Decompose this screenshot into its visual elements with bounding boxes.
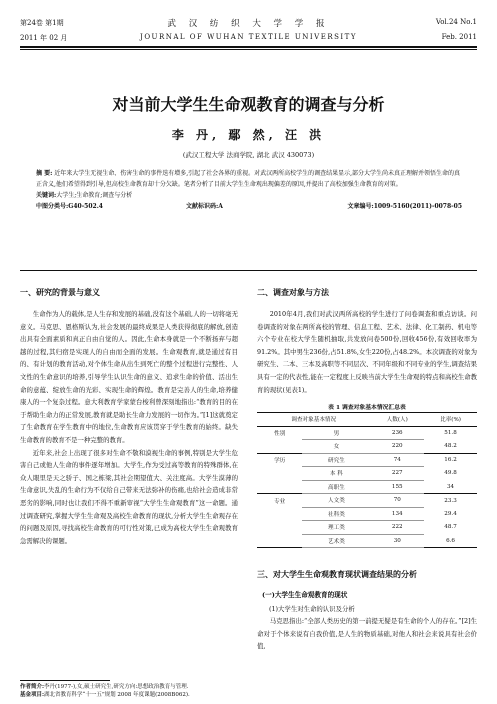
- classification-line: [36, 201, 462, 212]
- table-row: [257, 467, 477, 481]
- table-row: [257, 453, 477, 467]
- left-column: [20, 308, 238, 547]
- journal-name-en: JOURNAL OF WUHAN TEXTILE UNIVERSITY: [140, 33, 357, 41]
- date-zh: 2011 年 02 月: [20, 34, 68, 42]
- table-cell: 222: [370, 521, 424, 535]
- abstract-text: 近年来大学生无视生命、伤害生命的事件迭有增多,引起了社会各界的重视。对武汉两所高校学生的调查结果显示,部分大学生尚未真正理解并领悟生命的真正含义,他们希望得到引导,但高校生命教育却十分欠缺。笔者分析了目前大学生生命观出现偏差的原因,并提出了高校加强生命教育的对策。: [36, 170, 461, 188]
- table-cell: 29.4: [444, 510, 457, 517]
- article-number: 文章编号:1009-5160(2011)-0078-05: [347, 203, 462, 210]
- survey-table: [257, 412, 477, 548]
- table-cell: 性别: [274, 431, 286, 437]
- authors: 李 丹, 鄢 然, 汪 洪: [171, 128, 326, 142]
- table-row: [257, 534, 477, 548]
- table-cell: [257, 480, 302, 494]
- footnote-rule: [20, 680, 110, 681]
- table-cell: 236: [370, 426, 424, 440]
- s3-subsubheading: (1)大学生对生命的认识及分析: [269, 605, 355, 613]
- table-cell: 研究生: [302, 453, 370, 467]
- table-cell: 220: [370, 440, 424, 454]
- table-cell: 专业: [274, 498, 286, 505]
- table-cell: 51.8: [444, 430, 457, 436]
- table-cell: 48.2: [444, 443, 457, 449]
- s3-subheading: (一)大学生生命观教育的现状: [262, 591, 348, 599]
- clc: 中图分类号:G40-502.4: [36, 203, 103, 210]
- section-2-heading: 二、调查对象与方法: [257, 288, 329, 297]
- table-row: [257, 480, 477, 494]
- section-1-heading: 一、研究的背景与意义: [20, 288, 100, 297]
- keywords-label: 关键词:: [36, 192, 57, 199]
- table-header-row: [257, 413, 477, 427]
- table-cell: 艺术类: [302, 534, 370, 548]
- table-cell: [257, 507, 302, 521]
- keywords-text: 大学生;生命教育;调查与分析: [56, 192, 133, 199]
- footnote: [20, 683, 190, 699]
- table-cell: 74: [370, 453, 424, 467]
- table-cell: 高职生: [302, 480, 370, 494]
- abstract-rule: [20, 270, 477, 271]
- table-row: [257, 494, 477, 508]
- table-cell: 学历: [274, 458, 286, 464]
- fund-note: 基金项目:湖北省教育科学“十一五”规划 2008 年度课题(2008B062).: [20, 692, 190, 698]
- table-cell: 6.6: [446, 537, 455, 544]
- date-en: Feb. 2011: [441, 33, 477, 41]
- table-row: [257, 521, 477, 535]
- table-cell: 人文类: [302, 494, 370, 508]
- doc-code: 文献标识码:A: [186, 203, 223, 210]
- table-header-cell: 调查对象基本情况: [291, 417, 337, 424]
- table-header-cell: 人数(人): [386, 417, 408, 424]
- table-cell: 227: [370, 467, 424, 481]
- table-cell: [257, 440, 302, 454]
- section-3-heading: 三、对大学生生命观教育现状调查结果的分析: [257, 570, 417, 579]
- table-cell: 23.3: [444, 497, 457, 504]
- table-cell: 48.7: [444, 524, 457, 531]
- paper-title: 对当前大学生生命观教育的调查与分析: [112, 95, 385, 114]
- table-cell: [257, 521, 302, 535]
- abstract-block: [36, 168, 462, 212]
- table-cell: 49.8: [444, 470, 457, 477]
- s1-paragraph-2: 近年来,社会上出现了很多对生命不敬和漠视生命的事例,特别是大学生危害自己或他人生命的事件逐年增加。大学生,作为受过高等教育的特殊群体,在众人眼里是天之骄子、国之栋梁,其社会期望值大、关注度高。大学生漠薄的生命意识,失乱的生命行为不仅给自己带来无法弥补的伤痛,也给社会造成非常恶劣的影响,同时也让我们不得不重新审视“大学生生命观教育”这一命题。通过调查研究,掌握大学生生命观及高校生命教育的现状,分析大学生生命观存在的问题及原因,寻找高校生命教育的可行性对策,已成为高校大学生生命观教育急需解决的课题。: [20, 448, 238, 545]
- table-cell: 理工类: [302, 521, 370, 535]
- table-cell: [257, 534, 302, 548]
- keywords: [36, 190, 462, 201]
- abstract: [36, 168, 462, 190]
- volume-zh: 第24卷 第1期: [20, 19, 64, 27]
- table-cell: 16.2: [444, 457, 457, 463]
- abstract-label: 摘 要:: [36, 170, 53, 177]
- table-header-cell: 比率(%): [440, 417, 461, 424]
- table-cell: 155: [370, 480, 424, 494]
- table-cell: 男: [302, 426, 370, 440]
- table-cell: 社科类: [302, 507, 370, 521]
- table-cell: 70: [370, 494, 424, 508]
- table-cell: 34: [446, 483, 455, 490]
- table-cell: [257, 467, 302, 481]
- table-cell: 30: [370, 534, 424, 548]
- table-cell: 134: [370, 507, 424, 521]
- table-cell: 本 科: [302, 467, 370, 481]
- table-caption: 表 1 调查对象基本情况汇总表: [328, 405, 406, 411]
- s1-paragraph-1: 生命作为人的载体,是人生存和发展的基础,没有这个基础,人的一切将毫无意义。马克思、恩格斯认为,社会发展的最终成果是人类获得彻底的解放,创造出具有全面素质和真正自由自觉的人。因此,生命本身就是一个不断扬弃与超越的过程,其归宿是实现人的自由而全面的发展。生命观教育,就是通过有目的、有计划的教育活动,对个体生命从出生到死亡的整个过程进行完整性、人文性的生命意识的培养,引导学生认识生命的意义、追求生命的价值、活出生命的意蕴、绽放生命的光彩、实现生命的辉煌。教育是完善人的生命,培养健康人的一个复杂过程。意大利教育学家蒙台梭利曾深刻地指出:“教育的目的在于帮助生命力的正常发展,教育就是助长生命力发展的一切作为。”[1]这就奠定了生命教育在学生教育中的地位,生命教育应该贯穿于学生教育的始终。缺失生命教育的教育不是一种完整的教育。: [20, 310, 238, 444]
- affiliation: (武汉工程大学 法商学院, 湖北 武汉 430073): [182, 151, 315, 159]
- header-rule-thin: [20, 49, 477, 50]
- table-cell: 女: [302, 440, 370, 454]
- table-row: [257, 507, 477, 521]
- table-row: [257, 426, 477, 440]
- s2-paragraph: 2010年4月,我们对武汉两所高校的学生进行了问卷调查和重点访谈。问卷调查的对象在两所高校的管理、信息工程、艺术、法律、化工制药、机电等六个专业在校大学生随机抽取,共发放问卷500份,回收456份,有效回收率为91.2%。其中男生236份,占51.8%,女生220份,占48.2%。本次调查的对象为研究生、二本、三本及高职等不同层次、不同年级和不同专业的学生,调查结果具有一定的代表性,能在一定程度上反映当前大学生生命观的特点和高校生命教育的现状(见表1)。: [257, 310, 477, 394]
- header-rule: [20, 46, 477, 48]
- journal-name-zh: 武 汉 纺 织 大 学 学 报: [167, 19, 330, 29]
- author-note: 作者简介:李丹(1977-),女,硕士研究生,研究方向:思想政治教育与管理.: [20, 684, 189, 690]
- s3-paragraph: 马克思指出:“全部人类历史的第一前提无疑是有生命的个人的存在。”[2]生命对于个体来说有自我价值,是人生的物质基础,对他人和社会来说具有社会价值,: [257, 617, 477, 651]
- volume-en: Vol.24 No.1: [435, 18, 477, 26]
- table-row: [257, 440, 477, 454]
